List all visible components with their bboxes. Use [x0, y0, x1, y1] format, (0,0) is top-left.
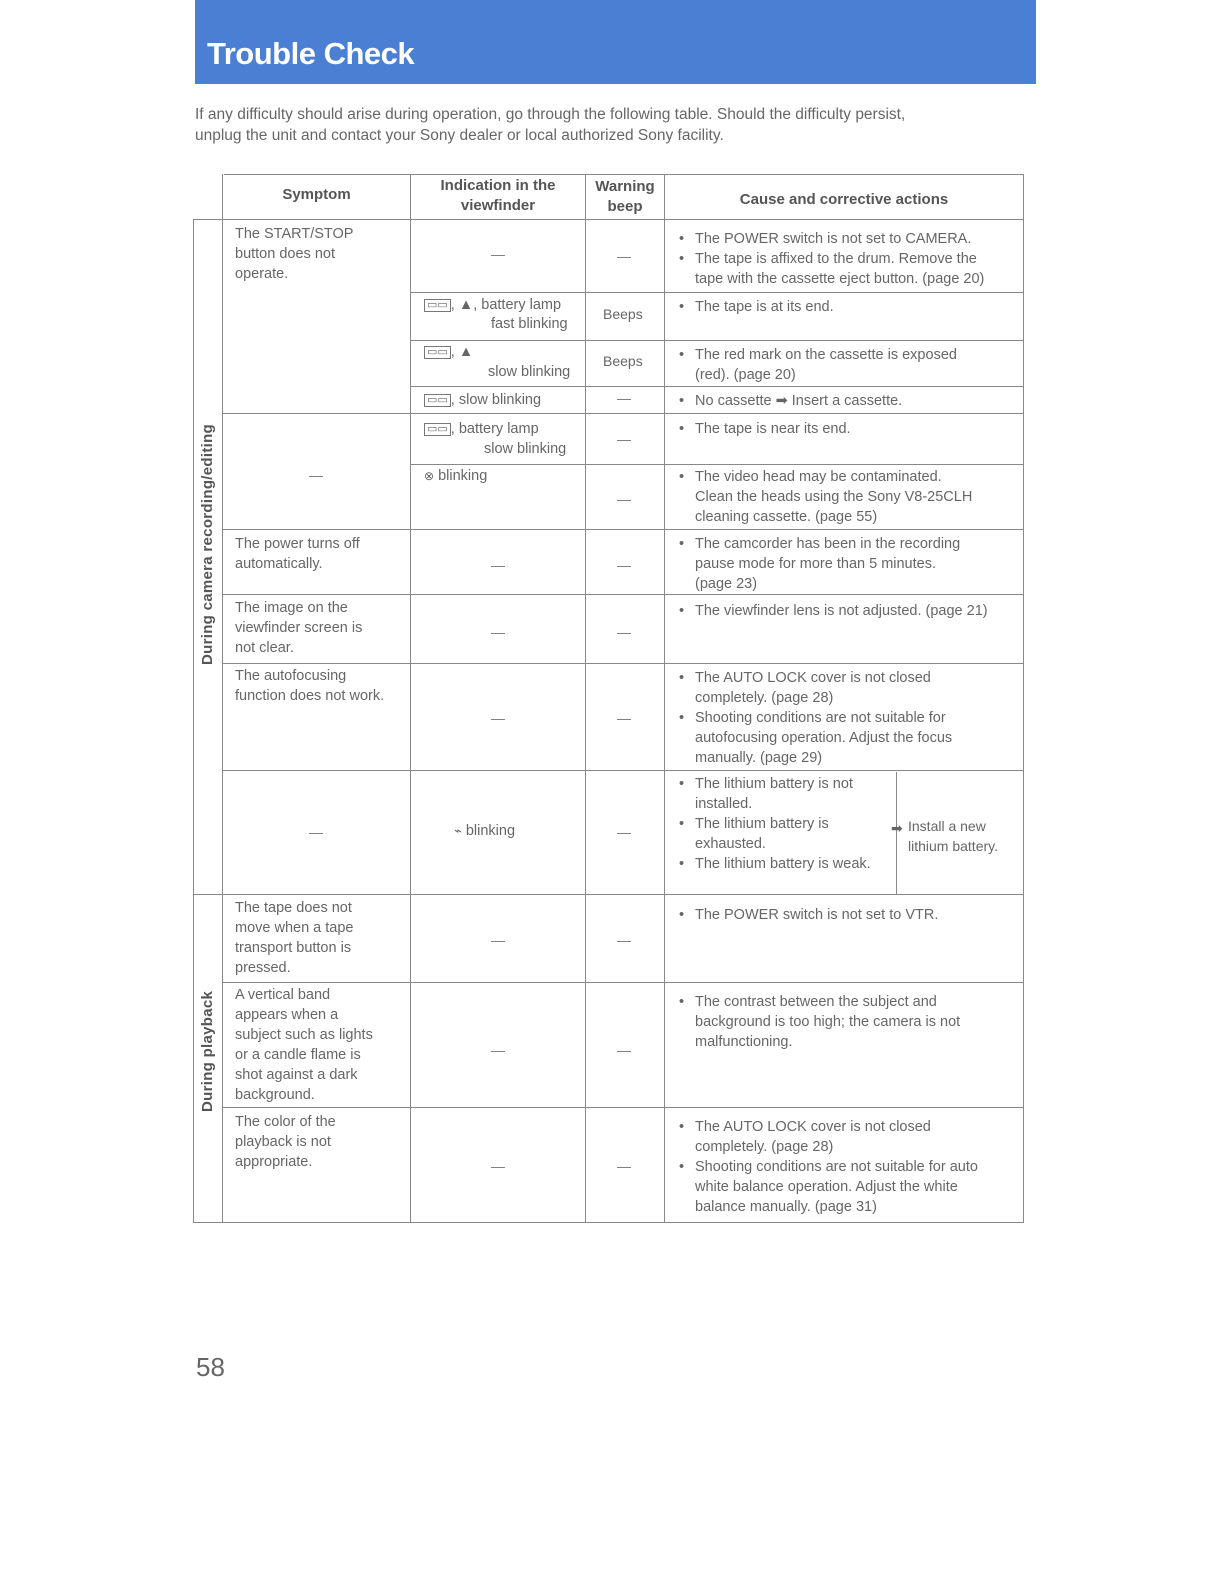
cause-r3 [675, 345, 957, 385]
beep-r2: Beeps [603, 306, 643, 322]
symptom-line: button does not [235, 246, 335, 262]
indication-r2-sub: fast blinking [491, 316, 568, 332]
indication-column-border [585, 174, 586, 1222]
cause-item: • The lithium battery is not installed. [675, 774, 871, 814]
symptom-power-off [235, 534, 360, 574]
symptom-line: transport button is [235, 940, 352, 956]
beep-none: — [617, 1042, 631, 1058]
symptom-none: — [309, 467, 323, 483]
cause-item: • The tape is affixed to the drum. Remove the tape with the cassette eject button. (page 20) [675, 249, 984, 289]
symptom-line: playback is not [235, 1134, 331, 1150]
lithium-battery-icon: ⌁ [454, 823, 462, 838]
page-number: 58 [196, 1352, 225, 1382]
indication-r2: ▭▭ , ▲, battery lamp [424, 295, 561, 315]
header-warning-line-2: beep [607, 198, 643, 215]
beep-none: — [617, 491, 631, 507]
beep-none: — [617, 710, 631, 726]
row-line [410, 340, 1024, 341]
symptom-line: shot against a dark [235, 1067, 358, 1083]
cassette-icon: ▭▭ [424, 394, 451, 407]
cause-item: • The viewfinder lens is not adjusted. (page 21) [675, 601, 988, 621]
arrow-icon: ➡ [891, 820, 903, 836]
cause-item: • The lithium battery is weak. [675, 854, 871, 874]
row-line [223, 663, 1024, 664]
symptom-vertical-band [235, 985, 373, 1105]
header-indication-line-2: viewfinder [460, 197, 536, 214]
header-cause: Cause and corrective actions [739, 191, 949, 208]
indication-none: — [491, 932, 505, 948]
indication-r6: ⊗ blinking [424, 468, 488, 484]
symptom-line: function does not work. [235, 688, 385, 704]
symptom-autofocus [235, 666, 384, 706]
row-line [410, 464, 1024, 465]
symptom-line: background. [235, 1087, 315, 1103]
intro-text [195, 104, 1025, 146]
cause-item: • The POWER switch is not set to VTR. [675, 905, 938, 925]
intro-line-1: If any difficulty should arise during operation, go through the following table. Should the difficulty persist, [195, 106, 906, 123]
row-line [223, 529, 1024, 530]
symptom-playback-color [235, 1112, 336, 1172]
cause-item: • The tape is at its end. [675, 297, 834, 317]
row-line [223, 770, 1024, 771]
beep-none: — [617, 932, 631, 948]
symptom-line: A vertical band [235, 987, 331, 1003]
symptom-line: automatically. [235, 556, 323, 572]
cause-item: • The AUTO LOCK cover is not closed completely. (page 28) [675, 1117, 978, 1157]
cause-r9 [675, 668, 952, 768]
cause-r12 [675, 992, 960, 1052]
header-bottom-border [193, 219, 1024, 220]
page-title: Trouble Check [207, 36, 415, 71]
section-divider [193, 894, 223, 895]
warning-column-border [664, 174, 665, 1222]
symptom-line: The power turns off [235, 536, 360, 552]
symptom-line: The START/STOP [235, 226, 354, 242]
symptom-line: The color of the [235, 1114, 336, 1130]
cause-r2 [675, 297, 834, 317]
cause-r6 [675, 467, 972, 527]
header-warning [586, 177, 664, 217]
cassette-icon: ▭▭ [424, 299, 451, 312]
action-r10 [908, 816, 998, 856]
row-line [223, 594, 1024, 595]
beep-none: — [617, 557, 631, 573]
row-line [223, 894, 1024, 895]
indication-none: — [491, 246, 505, 262]
cause-item: • The camcorder has been in the recording pause mode for more than 5 minutes. (page 23) [675, 534, 960, 594]
cause-r8 [675, 601, 988, 621]
symptom-line: The tape does not [235, 900, 352, 916]
cause-r5 [675, 419, 851, 439]
cause-item: • The lithium battery is exhausted. [675, 814, 871, 854]
indication-r10: ⌁ blinking [454, 823, 516, 839]
symptom-image-unclear [235, 598, 362, 658]
symptom-line: appropriate. [235, 1154, 313, 1170]
header-symptom: Symptom [282, 186, 351, 203]
symptom-line: The autofocusing [235, 668, 347, 684]
beep-r3: Beeps [603, 353, 643, 369]
indication-none: — [491, 624, 505, 640]
row-line [410, 292, 1024, 293]
indication-r5-sub: slow blinking [484, 441, 567, 457]
section-label-playback: During playback [199, 990, 216, 1112]
action-line: Install a new [908, 818, 986, 834]
symptom-none: — [309, 824, 323, 840]
symptom-start-stop [235, 224, 353, 284]
table-top-border [224, 174, 1024, 175]
row-line [223, 982, 1024, 983]
table-left-border [193, 219, 194, 1222]
beep-none: — [617, 248, 631, 264]
beep-none: — [617, 624, 631, 640]
cause-item: • Shooting conditions are not suitable for auto white balance operation. Adjust the white balance manually. (page 31) [675, 1157, 978, 1217]
indication-none: — [491, 557, 505, 573]
cause-item: • No cassette ➡ Insert a cassette. [675, 391, 902, 411]
cause-item: • The contrast between the subject and background is too high; the camera is not malfunctioning. [675, 992, 960, 1052]
cause-item: • The tape is near its end. [675, 419, 851, 439]
head-clog-icon: ⊗ [424, 469, 435, 483]
indication-r4: ▭▭ , slow blinking [424, 390, 541, 410]
intro-line-2: unplug the unit and contact your Sony dealer or local authorized Sony facility. [195, 127, 724, 144]
header-banner [195, 0, 1036, 84]
cause-item: • Shooting conditions are not suitable for autofocusing operation. Adjust the focus manually. (page 29) [675, 708, 952, 768]
symptom-line: appears when a [235, 1007, 339, 1023]
indication-none: — [491, 1042, 505, 1058]
indication-r5: ▭▭ , battery lamp [424, 419, 539, 439]
beep-none: — [617, 1158, 631, 1174]
symptom-column-border [410, 174, 411, 1222]
symptom-line: pressed. [235, 960, 291, 976]
beep-none: — [617, 431, 631, 447]
symptom-line: or a candle flame is [235, 1047, 361, 1063]
header-indication [411, 176, 585, 216]
cause-item: • The POWER switch is not set to CAMERA. [675, 229, 984, 249]
symptom-tape-not-move [235, 898, 354, 978]
cassette-icon: ▭▭ [424, 346, 451, 359]
row-line [410, 386, 1024, 387]
symptom-line: move when a tape [235, 920, 354, 936]
section-label-recording: During camera recording/editing [199, 423, 216, 665]
cause-r13 [675, 1117, 978, 1217]
cause-r7 [675, 534, 960, 594]
symptom-line: operate. [235, 266, 289, 282]
cause-item: • The AUTO LOCK cover is not closed completely. (page 28) [675, 668, 952, 708]
beep-none: — [617, 390, 631, 406]
indication-none: — [491, 1158, 505, 1174]
header-warning-line-1: Warning [595, 178, 655, 195]
section-column-border [222, 174, 223, 1222]
symptom-line: not clear. [235, 640, 294, 656]
indication-none: — [491, 710, 505, 726]
indication-r3: ▭▭ , ▲ [424, 342, 473, 362]
symptom-line: viewfinder screen is [235, 620, 363, 636]
symptom-line: subject such as lights [235, 1027, 373, 1043]
cause-item: • The video head may be contaminated. Clean the heads using the Sony V8-25CLH cleaning cassette. (page 55) [675, 467, 972, 527]
cause-r4 [675, 391, 902, 411]
cause-r10 [675, 774, 871, 874]
symptom-line: The image on the [235, 600, 348, 616]
header-indication-line-1: Indication in the [440, 177, 556, 194]
cause-r11 [675, 905, 938, 925]
table-bottom-border [193, 1222, 1024, 1223]
indication-r3-sub: slow blinking [488, 364, 571, 380]
cause-item: • The red mark on the cassette is exposed (red). (page 20) [675, 345, 957, 385]
cassette-icon: ▭▭ [424, 423, 451, 436]
row-line [223, 413, 1024, 414]
table-right-border [1023, 174, 1024, 1222]
row-line [223, 1107, 1024, 1108]
cause-r1 [675, 229, 984, 289]
beep-none: — [617, 824, 631, 840]
action-line: lithium battery. [908, 838, 998, 854]
